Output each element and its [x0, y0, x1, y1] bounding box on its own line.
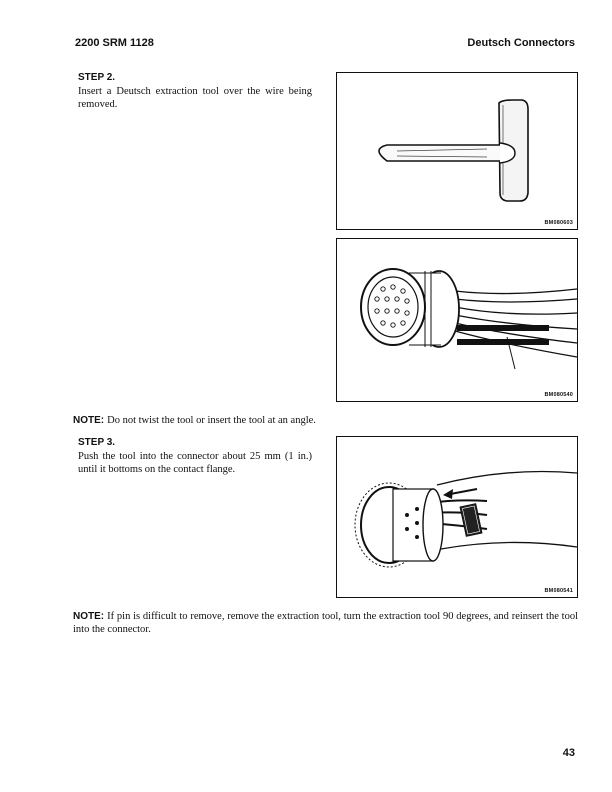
step-2-text: Insert a Deutsch extraction tool over the wire being removed.: [78, 86, 312, 110]
header-section-title: Deutsch Connectors: [467, 37, 575, 49]
page-number: 43: [562, 747, 575, 759]
note-1-label: NOTE:: [73, 415, 105, 426]
figure-connector: [336, 238, 578, 402]
figure-2-id: BM080540: [544, 392, 573, 398]
figure-1-id: BM080603: [544, 220, 573, 226]
note-1: [73, 414, 578, 427]
header-manual-id: 2200 SRM 1128: [75, 37, 154, 49]
connector-illustration: [337, 239, 578, 402]
figure-3-id: BM080541: [544, 588, 573, 594]
note-1-text: Do not twist the tool or insert the tool at an angle.: [107, 415, 316, 426]
figure-tool-inserted: [336, 436, 578, 598]
figure-extraction-tool: [336, 72, 578, 230]
note-2-label: NOTE:: [73, 611, 105, 622]
step-2-title: STEP 2.: [78, 72, 116, 83]
extraction-tool-illustration: [337, 73, 578, 230]
note-2: [73, 610, 578, 636]
step-3-title: STEP 3.: [78, 437, 116, 448]
step-3-text: Push the tool into the connector about 25 mm (1 in.) until it bottoms on the contact flange.: [78, 451, 312, 475]
tool-inserted-illustration: [337, 437, 578, 598]
note-2-text: If pin is difficult to remove, remove the extraction tool, turn the extraction tool 90 degrees, and reinsert the tool into the connector.: [73, 611, 578, 635]
